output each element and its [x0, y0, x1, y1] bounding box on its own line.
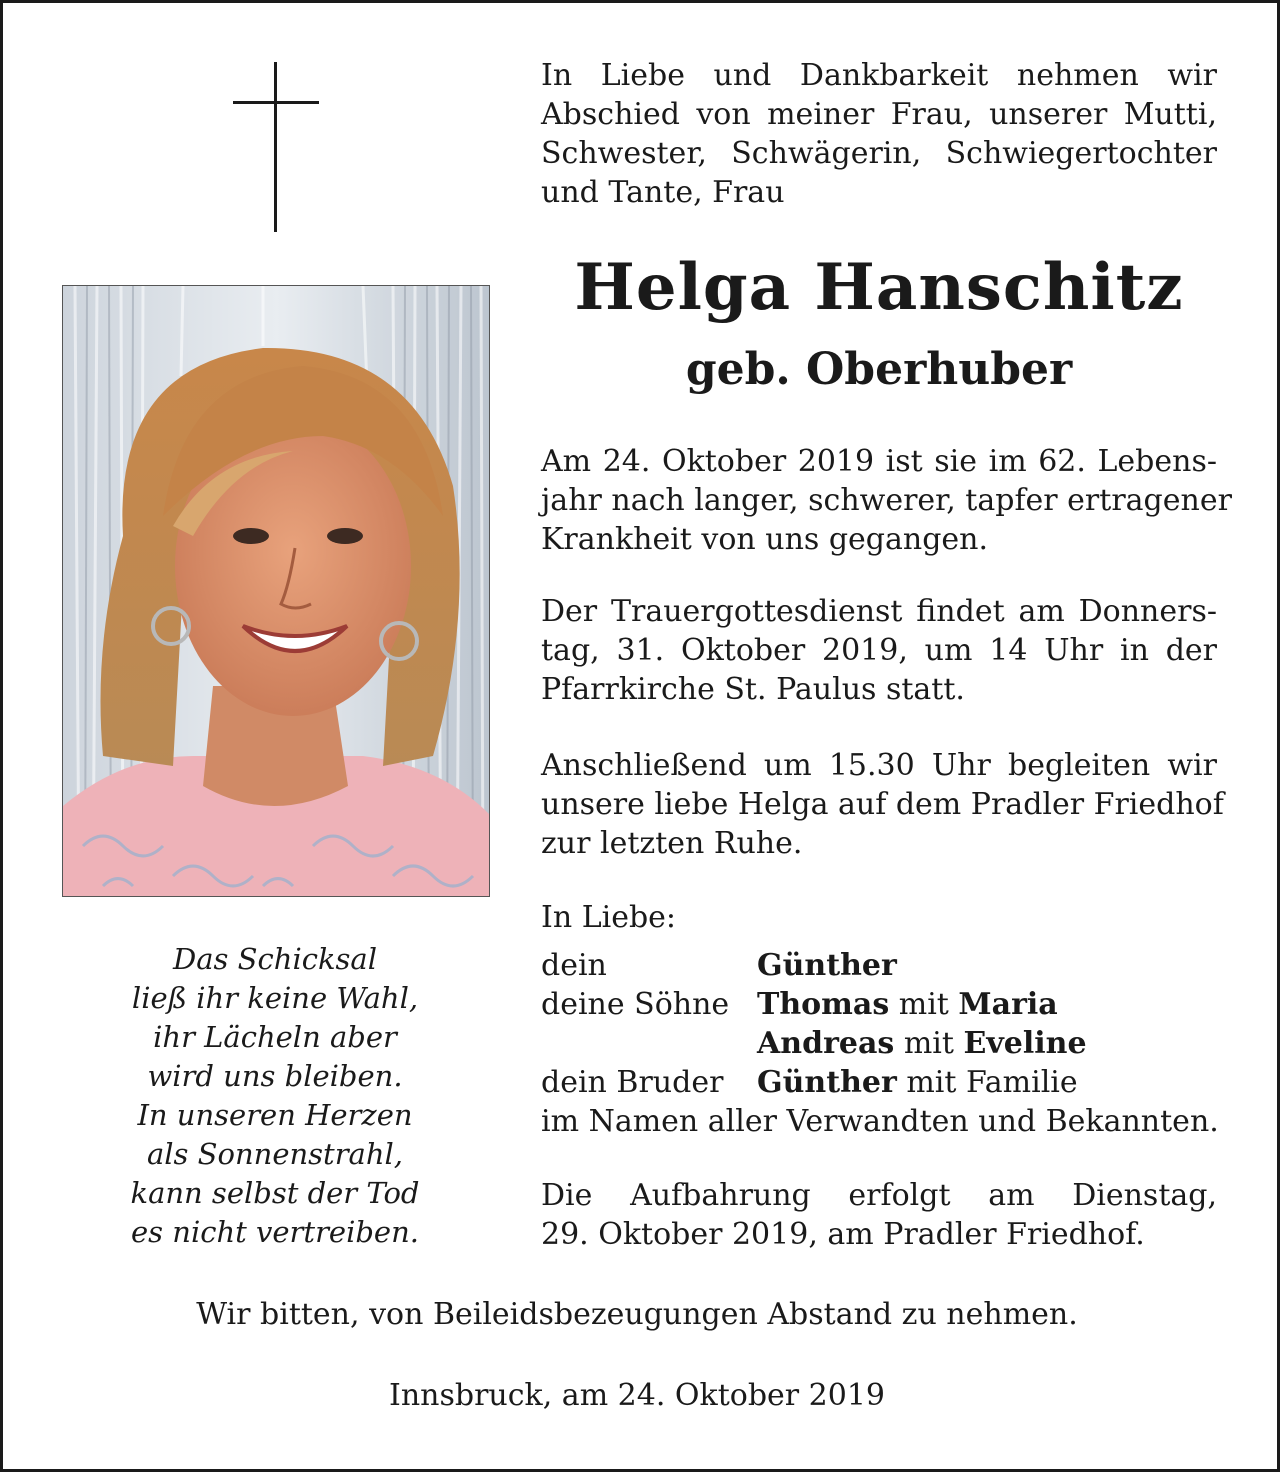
paragraph-line: zur letzten Ruhe.	[541, 826, 803, 861]
family-with: mit	[898, 987, 949, 1022]
paragraph-line: Die Aufbahrung erfolgt am Dienstag,	[541, 1178, 1217, 1213]
family-row	[541, 1102, 1231, 1141]
family-row	[541, 985, 1231, 1024]
family-relation: deine Söhne	[541, 987, 730, 1022]
paragraph-line: Der Trauergottesdienst findet am Donners-	[541, 594, 1217, 629]
intro-line: Schwester, Schwägerin, Schwiegertochter	[541, 136, 1217, 171]
family-name: Eveline	[963, 1026, 1087, 1061]
in-liebe-heading: In Liebe:	[541, 900, 677, 935]
paragraph-line: Anschließend um 15.30 Uhr begleiten wir	[541, 748, 1217, 783]
poem-line: kann selbst der Tod	[130, 1176, 420, 1210]
family-row	[541, 946, 1231, 985]
poem-line: wird uns bleiben.	[147, 1059, 403, 1093]
family-suffix: mit Familie	[906, 1065, 1078, 1100]
paragraph-line: unsere liebe Helga auf dem Pradler Friedhof	[541, 787, 1224, 822]
paragraph-line: Krankheit von uns gegangen.	[541, 522, 989, 557]
family-row	[541, 1063, 1231, 1102]
family-closing: im Namen aller Verwandten und Bekannten.	[541, 1104, 1219, 1139]
poem-line: ihr Lächeln aber	[153, 1020, 397, 1054]
death-paragraph	[541, 442, 1232, 559]
paragraph-line: 29. Oktober 2019, am Pradler Friedhof.	[541, 1217, 1145, 1252]
paragraph-line: jahr nach langer, schwerer, tapfer ertragener	[541, 483, 1232, 518]
intro-line: und Tante, Frau	[541, 175, 785, 210]
poem-line: In unseren Herzen	[137, 1098, 413, 1132]
family-relation: dein Bruder	[541, 1065, 724, 1100]
portrait-photo	[62, 285, 490, 897]
condolence-note: Wir bitten, von Beileidsbezeugungen Abstand zu nehmen.	[196, 1297, 1078, 1332]
service-paragraph	[541, 592, 1217, 709]
intro-line: In Liebe und Dankbarkeit nehmen wir	[541, 58, 1217, 93]
family-row	[541, 1024, 1231, 1063]
family-name: Thomas	[757, 987, 890, 1022]
poem-line: als Sonnenstrahl,	[146, 1137, 404, 1171]
intro-text	[541, 56, 1217, 212]
paragraph-line: Pfarrkirche St. Paulus statt.	[541, 672, 965, 707]
viewing-paragraph	[541, 1176, 1217, 1254]
paragraph-line: tag, 31. Oktober 2019, um 14 Uhr in der	[541, 633, 1217, 668]
family-name: Günther	[757, 1065, 897, 1100]
family-with: mit	[903, 1026, 954, 1061]
paragraph-line: Am 24. Oktober 2019 ist sie im 62. Lebens-	[541, 444, 1217, 479]
poem-line: ließ ihr keine Wahl,	[131, 981, 419, 1015]
poem-line: Das Schicksal	[173, 942, 377, 976]
maiden-name: geb. Oberhuber	[685, 344, 1073, 395]
deceased-name: Helga Hanschitz	[574, 250, 1184, 325]
intro-line: Abschied von meiner Frau, unserer Mutti,	[541, 97, 1217, 132]
family-relation	[541, 1024, 757, 1063]
poem	[75, 940, 475, 1252]
burial-paragraph	[541, 746, 1224, 863]
family-name: Maria	[958, 987, 1058, 1022]
place-date: Innsbruck, am 24. Oktober 2019	[389, 1378, 885, 1413]
family-list	[541, 946, 1231, 1141]
family-name: Günther	[757, 948, 897, 983]
poem-line: es nicht vertreiben.	[131, 1215, 419, 1249]
family-name: Andreas	[757, 1026, 895, 1061]
family-relation: dein	[541, 948, 607, 983]
